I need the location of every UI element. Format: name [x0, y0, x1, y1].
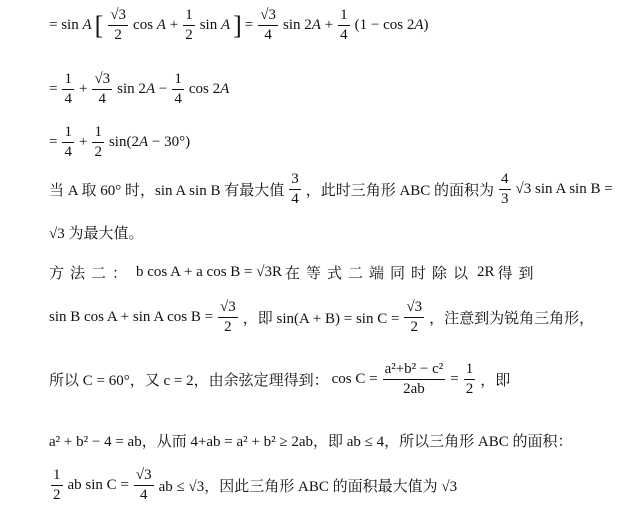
l6d: 2R [477, 264, 495, 280]
l8c: = [450, 371, 459, 387]
l9: a² + b² − 4 = ab，从而 4+ab = a² + b² ≥ 2ab，即 ab ≤ 4，所以三角形 ABC 的面积： [49, 434, 573, 450]
l10a: ab sin C = [67, 477, 129, 493]
right-bracket: ] [233, 10, 242, 40]
l7a: sin B cos A + sin A cos B = [49, 309, 214, 325]
l4a: 当 A 取 60° 时，sin A sin B 有最大值 [49, 183, 285, 199]
l4d: √3 sin A sin B = [515, 181, 613, 197]
frac-1-over-2: $\frac{1}{2}$ [185, 7, 193, 43]
equation-line-2: = $\frac{1}{4}$ + $\frac{√3}{4}$ sin 2A − $\frac{1}{4}$ cos 2A [49, 71, 230, 107]
l8a: 所以 C = 60°，又 c = 2，由余弦定理得到： [49, 373, 329, 389]
left-bracket: [ [94, 10, 104, 40]
frac-sqrt3-over-2: $\frac{√3}{2}$ [110, 7, 127, 43]
text-line-4: 当 A 取 60° 时，sin A sin B 有最大值 $\frac{3}{4}$ ，此时三角形 ABC 的面积为 $\frac{4}{3}$ √3 sin A sin B = [49, 171, 613, 207]
l7c: ，注意到为锐角三角形， [429, 311, 595, 327]
l6e: 得到 [497, 266, 540, 282]
l4b: ，此时三角形 ABC 的面积为 [305, 183, 495, 199]
equation-line-3: = $\frac{1}{4}$ + $\frac{1}{2}$ sin(2A − 30°) [49, 124, 191, 160]
text-line-6 [49, 262, 540, 283]
l7b: ，即 sin(A + B) = sin C = [242, 311, 400, 327]
text-line-10: $\frac{1}{2}$ ab sin C = $\frac{√3}{4}$ ab ≤ √3，因此三角形 ABC 的面积最大值为 √3 [53, 467, 458, 503]
l8b: cos C = [331, 371, 378, 387]
text-line-5 [49, 222, 143, 243]
text-line-8: 所以 C = 60°，又 c = 2，由余弦定理得到： cos C = $\frac{\text{a²+b² − c²}}{2ab}$ = $\frac{1}{2}$ ，即 [49, 361, 511, 397]
l10b: ab ≤ √3，因此三角形 ABC 的面积最大值为 √3 [158, 479, 458, 495]
l6b: b cos A + a cos B = √3R [136, 264, 283, 280]
text-line-7: sin B cos A + sin A cos B = $\frac{√3}{2}$ ，即 sin(A + B) = sin C = $\frac{√3}{2}$ ，注意到为锐角三角形， [49, 299, 595, 335]
l6c: 在等式二端同时除以 [285, 266, 475, 282]
equation-line-1: = sin A [ $\frac{√3}{2}$ cos A + $\frac{1}{2}$ sin A ] = $\frac{√3}{4}$ sin 2A + $\frac{1}{4}$ (1 − cos 2A) [49, 7, 429, 43]
l6a: 方法二： [49, 266, 134, 282]
text-line-9 [49, 430, 573, 451]
l8d: ，即 [480, 373, 511, 389]
eq1-text: = sin A [49, 17, 92, 33]
l5: √3 为最大值。 [49, 226, 144, 242]
